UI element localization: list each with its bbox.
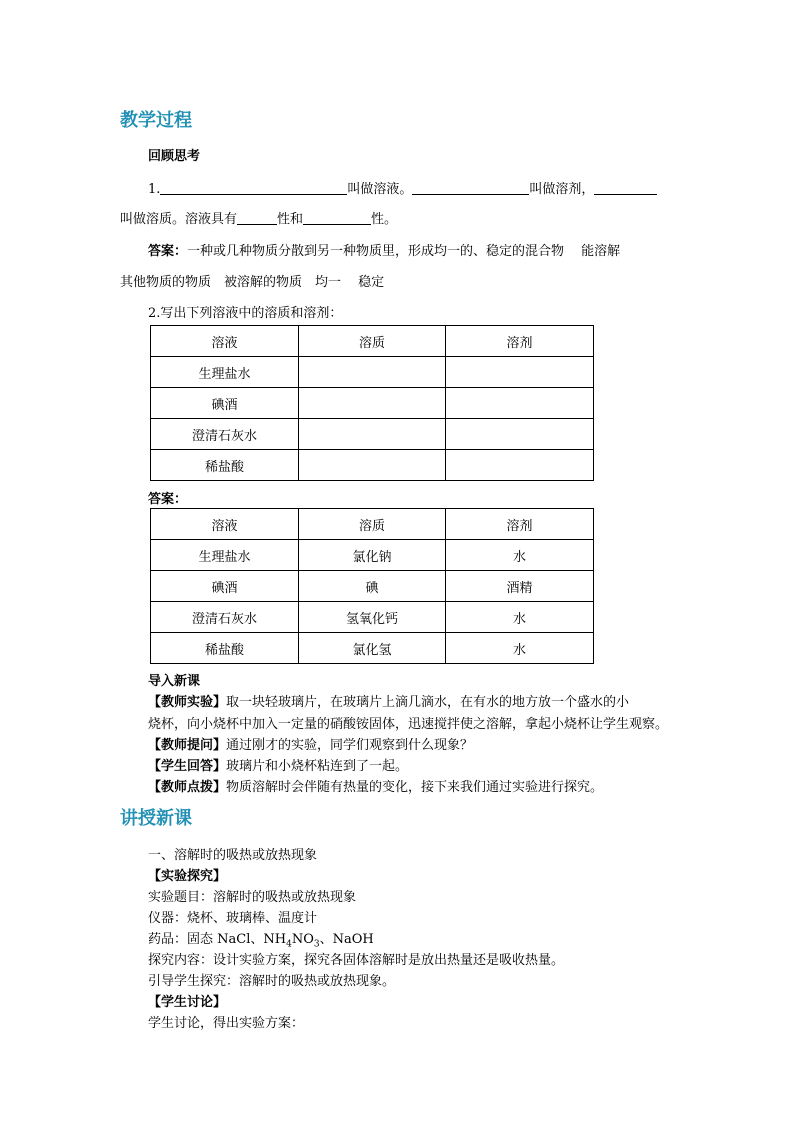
table-cell: 碘酒	[151, 571, 299, 602]
solution-table-blank	[150, 325, 594, 481]
table-cell: 水	[446, 540, 594, 571]
review-heading: 回顾思考	[148, 149, 201, 164]
teacher-question	[148, 734, 473, 753]
student-discussion-text: 学生讨论，得出实验方案：	[148, 1016, 305, 1031]
table-cell: 碘酒	[151, 388, 299, 419]
question-1-line-1	[148, 178, 657, 197]
q1-text-5: 性。	[371, 212, 398, 227]
blank-solute	[594, 181, 657, 195]
instruments: 仪器：烧杯、玻璃棒、温度计	[148, 911, 318, 926]
question-1-line-2	[120, 208, 397, 227]
table-cell: 水	[446, 602, 594, 633]
header-solute: 溶质	[299, 509, 446, 540]
table-cell: 澄清石灰水	[151, 419, 299, 450]
subsection-heading: 一、溶解时的吸热或放热现象	[148, 848, 318, 863]
table-row	[151, 450, 594, 481]
intro-heading: 导入新课	[148, 674, 201, 689]
table-row	[151, 419, 594, 450]
q1-text-4: 性和	[277, 212, 304, 227]
answer-1-line-1	[148, 240, 620, 259]
answer-1-label: 答案：	[148, 244, 188, 259]
question-2: 2.写出下列溶液中的溶质和溶剂：	[148, 306, 343, 321]
drugs-sub-2: 3	[313, 939, 320, 950]
experiment-explore-label: 【实验探究】	[148, 869, 227, 884]
table-cell: 稀盐酸	[151, 450, 299, 481]
table-cell	[446, 388, 594, 419]
drugs-suffix: 、NaOH	[319, 932, 374, 947]
blank-property-1	[237, 211, 277, 225]
teacher-question-text: 通过刚才的实验，同学们观察到什么现象？	[226, 738, 474, 753]
table-cell: 水	[446, 633, 594, 664]
answer-1-line-2: 其他物质的物质 被溶解的物质 均一 稳定	[120, 275, 385, 290]
student-answer-label: 【学生回答】	[148, 759, 227, 774]
table-cell	[299, 388, 446, 419]
table-cell	[446, 450, 594, 481]
table-cell: 澄清石灰水	[151, 602, 299, 633]
header-solution: 溶液	[151, 509, 299, 540]
blank-property-2	[303, 211, 371, 225]
table-cell: 碘	[299, 571, 446, 602]
guide-text: 引导学生探究：溶解时的吸热或放热现象。	[148, 974, 396, 989]
header-solution: 溶液	[151, 326, 299, 357]
teacher-tip	[148, 776, 603, 795]
q1-text-3: 叫做溶质。溶液具有	[120, 212, 238, 227]
header-solvent: 溶剂	[446, 326, 594, 357]
teacher-question-label: 【教师提问】	[148, 738, 227, 753]
table-header-row	[151, 509, 594, 540]
teacher-tip-label: 【教师点拨】	[148, 780, 227, 795]
experiment-topic: 实验题目：溶解时的吸热或放热现象	[148, 890, 357, 905]
table-row	[151, 357, 594, 388]
drugs-prefix: 药品：固态 NaCl、NH	[148, 932, 287, 947]
answer-1-text-1: 一种或几种物质分散到另一种物质里，形成均一的、稳定的混合物 能溶解	[187, 244, 621, 259]
solution-table-answer	[150, 508, 594, 664]
table-cell	[299, 419, 446, 450]
table-header-row	[151, 326, 594, 357]
table-row	[151, 602, 594, 633]
blank-solvent	[412, 181, 529, 195]
explore-content: 探究内容：设计实验方案，探究各固体溶解时是放出热量还是吸收热量。	[148, 953, 565, 968]
teacher-tip-text: 物质溶解时会伴随有热量的变化，接下来我们通过实验进行探究。	[226, 780, 604, 795]
table-row	[151, 633, 594, 664]
q1-text-2: 叫做溶剂，	[529, 182, 595, 197]
section-title-new-lesson: 讲授新课	[120, 808, 192, 829]
answer-2-label: 答案：	[148, 492, 188, 507]
table-cell: 稀盐酸	[151, 633, 299, 664]
drugs-sub-1: 4	[286, 939, 292, 950]
teacher-experiment-line-2: 烧杯，向小烧杯中加入一定量的硝酸铵固体，迅速搅拌使之溶解，拿起小烧杯让学生观察。	[148, 717, 669, 732]
teacher-experiment-line-1	[148, 691, 629, 710]
header-solvent: 溶剂	[446, 509, 594, 540]
table-cell: 生理盐水	[151, 357, 299, 388]
drugs-mid: NO	[291, 932, 314, 947]
student-discussion-label: 【学生讨论】	[148, 995, 227, 1010]
student-answer-text: 玻璃片和小烧杯粘连到了一起。	[226, 759, 409, 774]
table-cell: 氢氧化钙	[299, 602, 446, 633]
table-cell	[299, 357, 446, 388]
table-cell	[299, 450, 446, 481]
table-row	[151, 540, 594, 571]
section-title-teaching-process: 教学过程	[120, 110, 192, 131]
student-answer	[148, 755, 408, 774]
teacher-experiment-text-1: 取一块轻玻璃片，在玻璃片上滴几滴水，在有水的地方放一个盛水的小	[226, 695, 630, 710]
table-cell: 生理盐水	[151, 540, 299, 571]
header-solute: 溶质	[299, 326, 446, 357]
table-cell	[446, 419, 594, 450]
table-row	[151, 388, 594, 419]
question-1-number: 1.	[148, 182, 161, 197]
table-cell: 氯化钠	[299, 540, 446, 571]
drugs	[148, 928, 374, 950]
table-cell: 酒精	[446, 571, 594, 602]
teacher-experiment-label: 【教师实验】	[148, 695, 227, 710]
table-cell	[446, 357, 594, 388]
table-cell: 氯化氢	[299, 633, 446, 664]
blank-solution	[160, 181, 347, 195]
q1-text-1: 叫做溶液。	[347, 182, 413, 197]
table-row	[151, 571, 594, 602]
